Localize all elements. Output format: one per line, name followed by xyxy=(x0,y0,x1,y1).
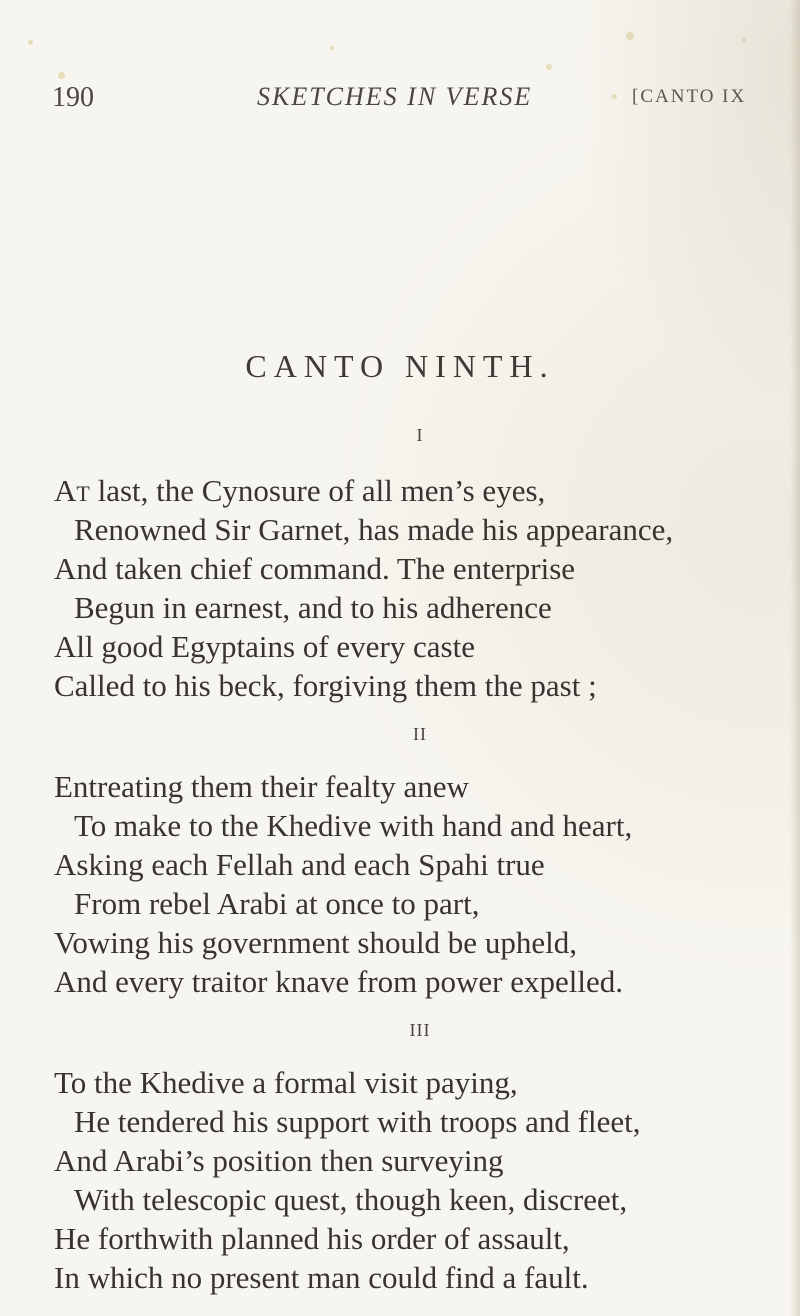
stanza-number: II xyxy=(413,724,427,744)
poem-line: From rebel Arabi at once to part, xyxy=(74,886,480,921)
poem-line: And every traitor knave from power expelled. xyxy=(54,964,623,999)
line-text: last, the Cynosure of all men’s eyes, xyxy=(89,473,546,508)
page-number: 190 xyxy=(52,82,94,113)
first-word: At xyxy=(54,473,90,508)
poem-line: Entreating them their fealty anew xyxy=(54,769,469,804)
poem-line: He forthwith planned his order of assault, xyxy=(54,1221,570,1256)
poem-line: Renowned Sir Garnet, has made his appearance, xyxy=(74,512,674,547)
poem-line: In which no present man could find a fault. xyxy=(54,1260,589,1295)
stanza-number: I xyxy=(416,425,424,445)
stanza-number: III xyxy=(409,1020,431,1040)
poem-line: Begun in earnest, and to his adherence xyxy=(74,590,552,625)
running-canto: [CANTO IX xyxy=(632,86,747,107)
running-title: SKETCHES IN VERSE xyxy=(257,82,533,111)
poem-line: To the Khedive a formal visit paying, xyxy=(54,1065,518,1100)
poem-line: And taken chief command. The enterprise xyxy=(54,551,576,586)
poem-line: Called to his beck, forgiving them the past ; xyxy=(54,668,597,703)
poem-line: And Arabi’s position then surveying xyxy=(54,1143,504,1178)
poem-line: With telescopic quest, though keen, discreet, xyxy=(74,1182,628,1217)
page-edge-shadow xyxy=(790,0,800,1316)
canto-heading: CANTO NINTH. xyxy=(245,348,555,384)
poem-line: All good Egyptains of every caste xyxy=(54,629,475,664)
poem-line xyxy=(54,473,545,509)
poem-line: He tendered his support with troops and fleet, xyxy=(74,1104,641,1139)
poem-line: Asking each Fellah and each Spahi true xyxy=(54,847,545,882)
poem-line: Vowing his government should be upheld, xyxy=(54,925,577,960)
running-header xyxy=(0,0,800,130)
poem-line: To make to the Khedive with hand and heart, xyxy=(74,808,633,843)
